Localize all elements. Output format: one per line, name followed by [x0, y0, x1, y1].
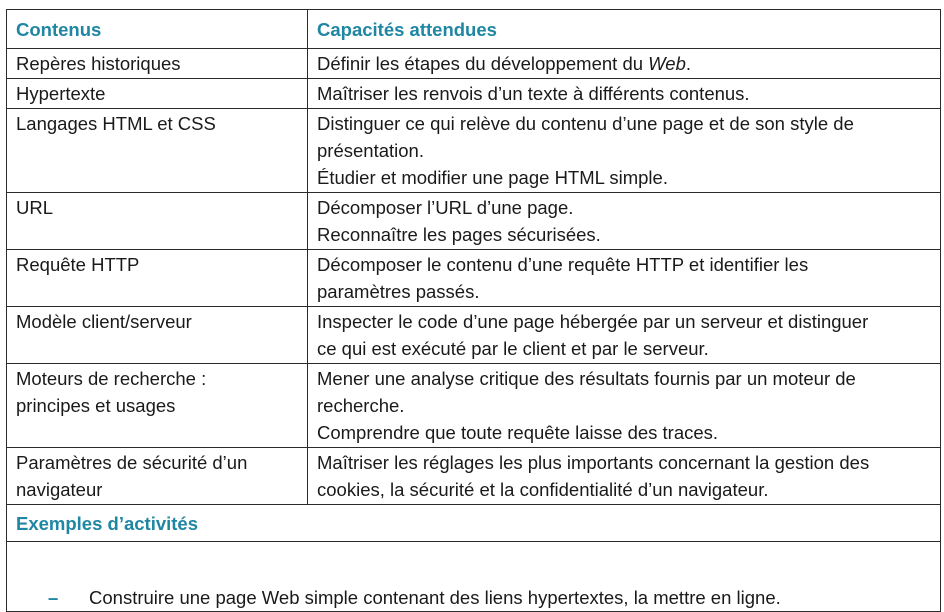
- table-row: [7, 193, 941, 250]
- capacity-emphasis: Web: [648, 53, 686, 74]
- content-cell: [7, 250, 308, 307]
- table-row: [7, 250, 941, 307]
- capacity-line: Reconnaître les pages sécurisées.: [317, 224, 601, 245]
- capacity-line: Décomposer le contenu d’une requête HTTP et identifier les: [317, 254, 809, 275]
- capacity-text: .: [685, 53, 692, 74]
- table-row: [7, 109, 941, 193]
- capacity-line: Mener une analyse critique des résultats fournis par un moteur de: [317, 368, 856, 389]
- capacity-line: paramètres passés.: [317, 281, 480, 302]
- capacity-line: ce qui est exécuté par le client et par le serveur.: [317, 338, 709, 359]
- curriculum-sheet: [6, 9, 940, 612]
- table-row: [7, 49, 941, 79]
- content-cell: [7, 49, 308, 79]
- content-cell: [7, 193, 308, 250]
- capacity-cell: [308, 364, 941, 448]
- examples-body-row: [7, 542, 941, 612]
- content-cell: [7, 109, 308, 193]
- header-capacites: Capacités attendues: [308, 10, 941, 49]
- header-contenus: Contenus: [7, 10, 308, 49]
- capacity-line: recherche.: [317, 395, 405, 416]
- content-cell: [7, 448, 308, 505]
- curriculum-table: [6, 9, 941, 612]
- capacity-cell: [308, 109, 941, 193]
- content-line: Moteurs de recherche :: [16, 368, 207, 389]
- content-line: Paramètres de sécurité d’un: [16, 452, 248, 473]
- capacity-line: Étudier et modifier une page HTML simple.: [317, 167, 668, 188]
- capacity-cell: [308, 79, 941, 109]
- content-line: Modèle client/serveur: [16, 311, 192, 332]
- table-row: [7, 364, 941, 448]
- content-cell: [7, 79, 308, 109]
- capacity-line: Distinguer ce qui relève du contenu d’une page et de son style de: [317, 113, 854, 134]
- capacity-cell: [308, 448, 941, 505]
- capacity-cell: [308, 250, 941, 307]
- table-row: [7, 79, 941, 109]
- capacity-text: Définir les étapes du développement du: [317, 53, 649, 74]
- dash-bullet-icon: –: [48, 587, 59, 608]
- examples-cell: [7, 542, 941, 612]
- capacity-line: Maîtriser les réglages les plus importants concernant la gestion des: [317, 452, 870, 473]
- capacity-line: cookies, la sécurité et la confidentialité d’un navigateur.: [317, 479, 769, 500]
- examples-header-row: [7, 505, 941, 542]
- capacity-line: Maîtriser les renvois d’un texte à différents contenus.: [317, 83, 750, 104]
- capacity-cell: [308, 307, 941, 364]
- capacity-line: Comprendre que toute requête laisse des traces.: [317, 422, 719, 443]
- content-line: Requête HTTP: [16, 254, 140, 275]
- example-item: [16, 584, 932, 611]
- capacity-line: présentation.: [317, 140, 424, 161]
- capacity-line: [317, 50, 932, 77]
- content-line: URL: [16, 197, 54, 218]
- content-line: Langages HTML et CSS: [16, 113, 216, 134]
- content-cell: [7, 307, 308, 364]
- content-cell: [7, 364, 308, 448]
- examples-title: Exemples d’activités: [7, 505, 941, 542]
- example-text: Construire une page Web simple contenant des liens hypertextes, la mettre en ligne.: [89, 587, 781, 608]
- table-row: [7, 307, 941, 364]
- table-row: [7, 448, 941, 505]
- capacity-cell: [308, 193, 941, 250]
- capacity-line: Inspecter le code d’une page hébergée par un serveur et distinguer: [317, 311, 869, 332]
- capacity-cell: [308, 49, 941, 79]
- content-line: principes et usages: [16, 395, 176, 416]
- content-line: Repères historiques: [16, 53, 181, 74]
- content-line: Hypertexte: [16, 83, 106, 104]
- capacity-line: Décomposer l’URL d’une page.: [317, 197, 574, 218]
- table-header-row: [7, 10, 941, 49]
- content-line: navigateur: [16, 479, 103, 500]
